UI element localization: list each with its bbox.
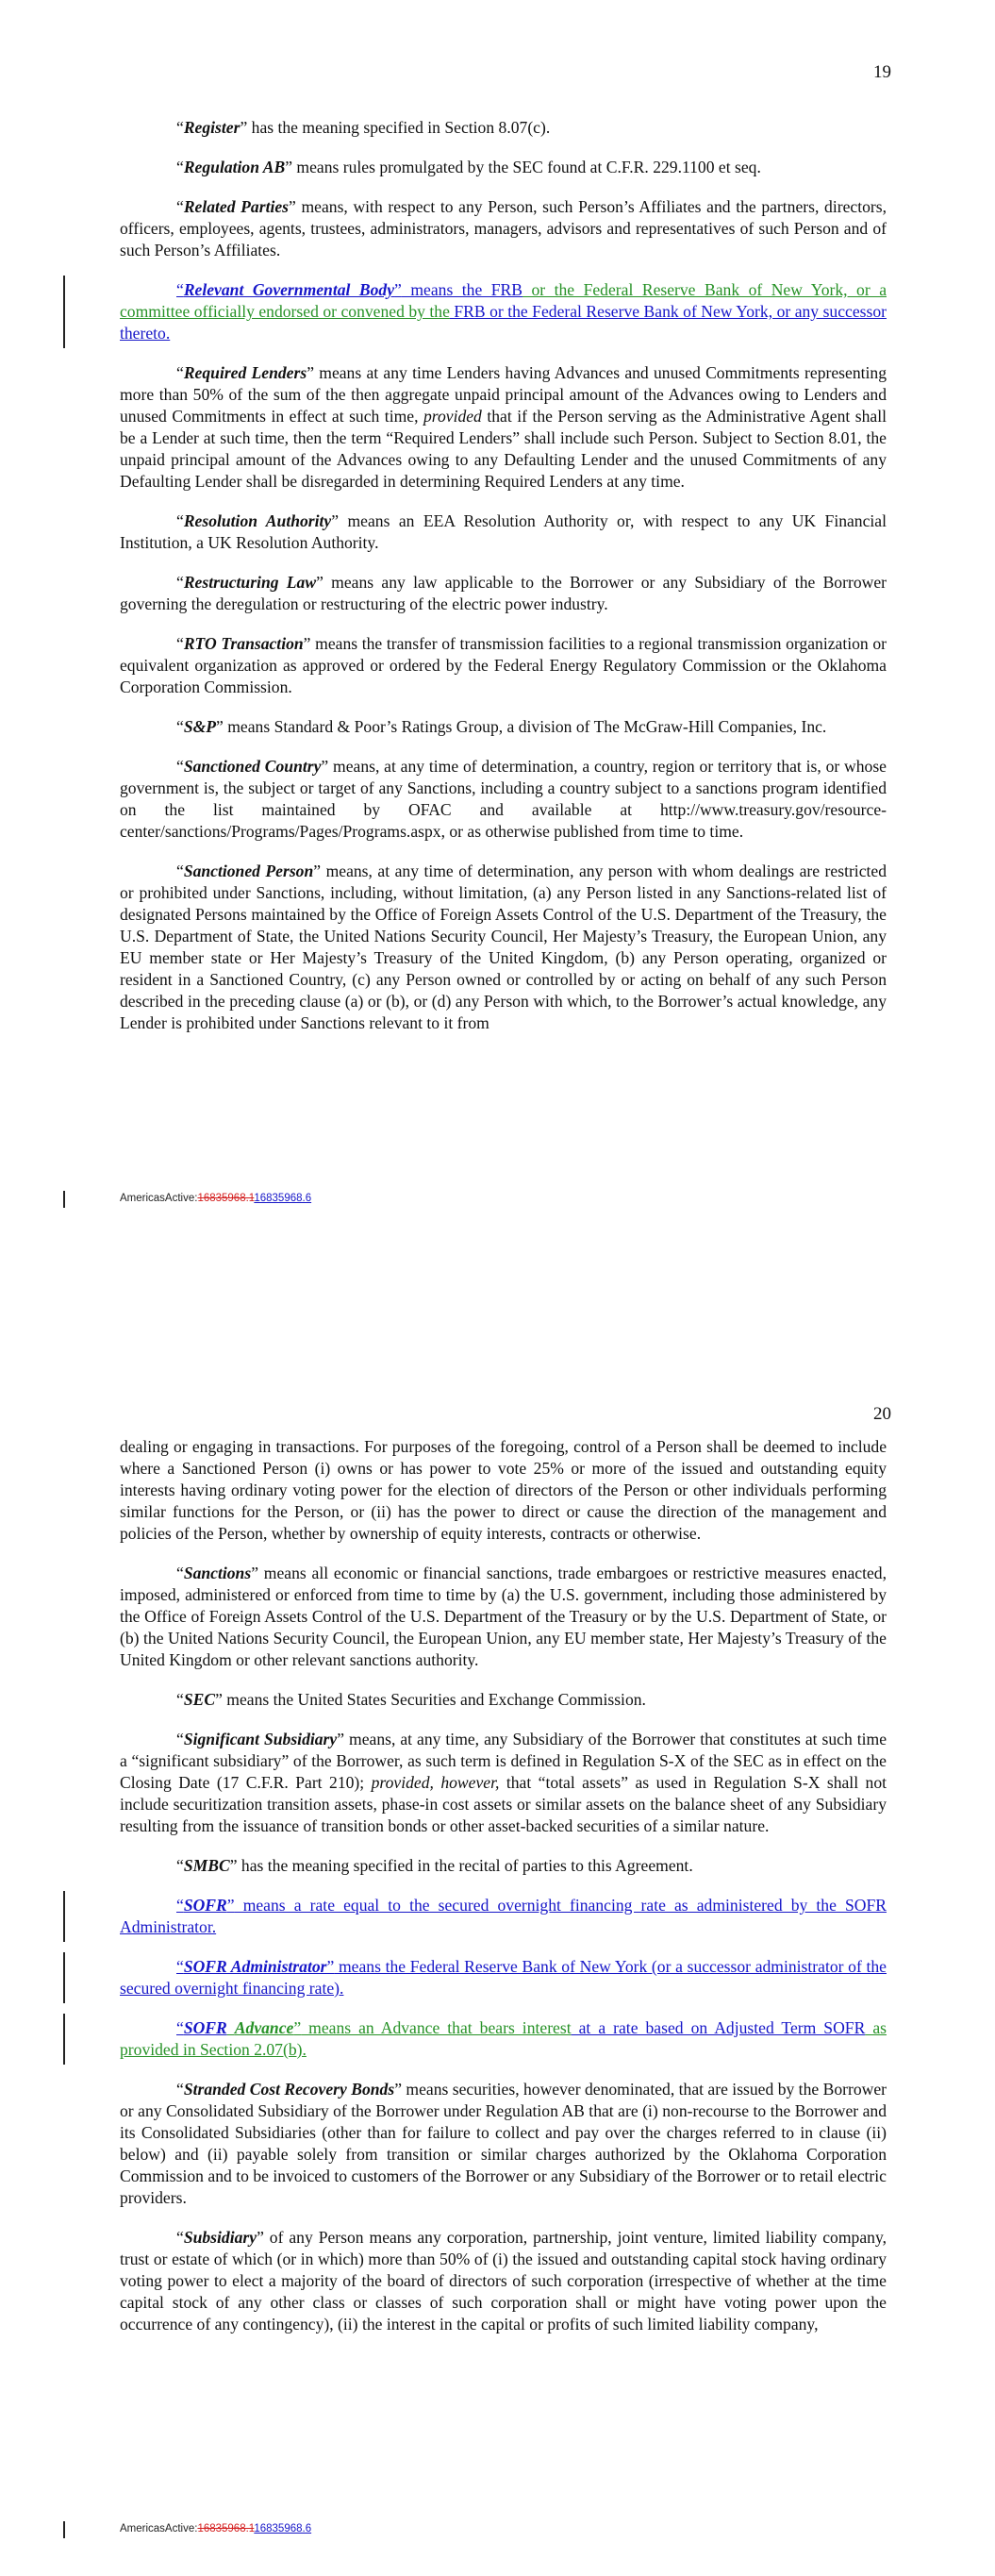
definition-sanctioned-country: “Sanctioned Country” means, at any time of determination, a country, region or territory that is, or whose government is, the subject or target of any Sanctions, including a country subject to a sanctions program identified on the list maintained by OFAC and available at http://www.treasury.gov/resource-center/sanctions/Programs/Pages/Programs.aspx, or as otherwise published from time to time. xyxy=(120,757,887,841)
definition-sanctions: “Sanctions” means all economic or financial sanctions, trade embargoes or restrictive measures enacted, imposed, administered or enforced from time to time by (a) the U.S. government, including those administered by the Office of Foreign Assets Control of the U.S. Department of the Treasury or by the U.S. Department of State, or (b) the United Nations Security Council, the European Union, any EU member state, Her Majesty’s Treasury of the United Kingdom or other relevant sanctions authority. xyxy=(120,1564,887,1669)
inserted-text: FRB or the Federal Reserve Bank of New York, or any successor thereto. xyxy=(120,302,887,343)
defined-term: Sanctioned Country xyxy=(183,757,322,776)
document-footer xyxy=(120,2523,311,2534)
definition-resolution-authority: “Resolution Authority” means an EEA Resolution Authority or, with respect to any UK Financial Institution, a UK Resolution Authority. xyxy=(120,511,887,552)
definition-regulation-ab: “Regulation AB” means rules promulgated by the SEC found at C.F.R. 229.1100 et seq. xyxy=(176,158,761,176)
definition-text: means the transfer of transmission facilities to a regional transmission organization or equivalent organization as approved or ordered by the Federal Energy Regulatory Commission or the Oklahoma Corporation Commission. xyxy=(120,634,887,696)
defined-term: SOFR Administrator xyxy=(183,1957,327,1976)
definition-sofr: “SOFR” means a rate equal to the secured overnight financing rate as administered by the SOFR Administrator. xyxy=(120,1895,887,1938)
footer-label: AmericasActive: xyxy=(120,1193,198,1204)
defined-term: Regulation AB xyxy=(183,158,286,176)
definition-stranded-cost-recovery-bonds: “Stranded Cost Recovery Bonds” means securities, however denominated, that are issued by the Borrower or any Consolidated Subsidiary of the Borrower under Regulation AB that are (i) non-recourse to the Borrower and its Consolidated Subsidiaries (other than for failure to collect and pay over the charges referred to in clause (ii) below) and (ii) payable solely from transition or similar charges authorized by the Oklahoma Corporation Commission and to be invoiced to customers of the Borrower or any Subsidiary of the Borrower or to retail electric providers. xyxy=(120,2080,887,2207)
defined-term: Relevant Governmental Body xyxy=(183,280,395,299)
definition-rto-transaction: “RTO Transaction” means the transfer of transmission facilities to a regional transmission organization or equivalent organization as approved or ordered by the Federal Energy Regulatory Commission or the Oklahoma Corporation Commission. xyxy=(120,634,887,696)
change-bar xyxy=(63,1891,65,1942)
definition-related-parties: “Related Parties” means, with respect to any Person, such Person’s Affiliates and the partners, directors, officers, employees, agents, trustees, administrators, managers, advisors and representatives of such Person and of such Person’s Affiliates. xyxy=(120,197,887,259)
page-body xyxy=(120,117,887,1052)
change-bar xyxy=(63,2521,65,2538)
defined-term: Sanctioned Person xyxy=(183,861,314,880)
page-20 xyxy=(0,1340,995,2576)
inserted-text: means a rate equal to the secured overnight financing rate as administered by the SOFR Administrator. xyxy=(120,1896,887,1936)
defined-term: Subsidiary xyxy=(183,2228,257,2247)
definition-text: has the meaning specified in the recital of parties to this Agreement. xyxy=(237,1856,693,1875)
definition-smbc: “SMBC” has the meaning specified in the recital of parties to this Agreement. xyxy=(176,1856,693,1875)
definition-restructuring-law: “Restructuring Law” means any law applicable to the Borrower or any Subsidiary of the Borrower governing the deregulation or restructuring of the electric power industry. xyxy=(120,573,887,613)
definition-relevant-governmental-body: “Relevant Governmental Body” means the FRB or the Federal Reserve Bank of New York, or a committee officially endorsed or convened by the FRB or the Federal Reserve Bank of New York, or any successor thereto. xyxy=(120,279,887,344)
definition-text: means, at any time of determination, a country, region or territory that is, or whose government is, the subject or target of any Sanctions, including a country subject to a sanctions program identified on the list maintained by OFAC and available at http://www.treasury.gov/resource-center/sanctions/Programs/Pages/Programs.aspx, or as otherwise published from time to time. xyxy=(120,757,887,841)
definition-sofr-administrator: “SOFR Administrator” means the Federal Reserve Bank of New York (or a successor administrator of the secured overnight financing rate). xyxy=(120,1956,887,1999)
defined-term: Related Parties xyxy=(183,197,290,216)
defined-term: SEC xyxy=(183,1690,216,1709)
definition-text: that if the Person serving as the Administrative Agent shall be a Lender at such time, then the term “Required Lenders” shall include such Person. Subject to Section 8.01, the unpaid principal amount of the Advances owing to any Defaulting Lender and the unused Commitments of any Defaulting Lender shall be disregarded in determining Required Lenders at any time. xyxy=(120,407,887,491)
change-bar xyxy=(63,1952,65,2003)
defined-term: Required Lenders xyxy=(183,363,307,382)
definition-text: means all economic or financial sanctions, trade embargoes or restrictive measures enacted, imposed, administered or enforced from time to time by (a) the U.S. government, including those administered by the Office of Foreign Assets Control of the U.S. Department of the Treasury or by the U.S. Department of State, or (b) the United Nations Security Council, the European Union, any EU member state, Her Majesty’s Treasury of the United Kingdom or other relevant sanctions authority. xyxy=(120,1564,887,1669)
definition-text: means at any time Lenders having Advances and unused Commitments representing more than 50% of the sum of the then aggregate unpaid principal amount of the Advances owing to Lenders and unused Commitments in effect at such time, xyxy=(120,363,887,426)
definition-significant-subsidiary: “Significant Subsidiary” means, at any time, any Subsidiary of the Borrower that constitutes at such time a “significant subsidiary” of the Borrower, as such term is defined in Regulation S-X of the SEC as in effect on the Closing Date (17 C.F.R. Part 210); provided, however, that “total assets” as used in Regulation S-X shall not include securitization transition assets, phase-in cost assets or similar assets on the balance sheet of any Subsidiary resulting from the issuance of transition bonds or other asset-backed securities of a similar nature. xyxy=(120,1730,887,1835)
moved-text: or the Federal Reserve Bank of New York, or a committee officially endorsed or convened by the xyxy=(120,280,887,321)
definition-text: has the meaning specified in Section 8.07(c). xyxy=(247,118,551,137)
definition-text: means securities, however denominated, that are issued by the Borrower or any Consolidated Subsidiary of the Borrower under Regulation AB that are (i) non-recourse to the Borrower and its Consolidated Subsidiaries (other than for failure to collect and pay over the charges referred to in clause (ii) below) and (ii) payable solely from transition or similar charges authorized by the Oklahoma Corporation Commission and to be invoiced to customers of the Borrower or any Subsidiary of the Borrower or to retail electric providers. xyxy=(120,2080,887,2207)
defined-term: SMBC xyxy=(183,1856,230,1875)
inserted-doc-id: 16835968.6 xyxy=(254,1193,312,1204)
defined-term: Sanctions xyxy=(183,1564,252,1582)
definition-subsidiary: “Subsidiary” of any Person means any corporation, partnership, joint venture, limited liability company, trust or estate of which (or in which) more than 50% of (i) the issued and outstanding capital stock having ordinary voting power to elect a majority of the board of directors of such corporation (irrespective of whether at the time capital stock of any other class or classes of such corporation shall or might have voting power upon the occurrence of any contingency), (ii) the interest in the capital or profits of such limited liability company, xyxy=(120,2228,887,2333)
moved-text: means an Advance that bears interest xyxy=(301,2018,572,2037)
definition-sanctioned-person: “Sanctioned Person” means, at any time of determination, any person with whom dealings are restricted or prohibited under Sanctions, including, without limitation, (a) any Person listed in any Sanctions-related list of designated Persons maintained by the Office of Foreign Assets Control of the U.S. Department of the Treasury, the U.S. Department of State, the United Nations Security Council, Her Majesty’s Treasury, the European Union, any EU member state or Her Majesty’s Treasury of the United Kingdom, (b) any Person operating, organized or resident in a Sanctioned Country, (c) any Person owned or controlled by or acting on behalf of any such Person described in the preceding clause (a) or (b), or (d) any Person with which, to the Borrower’s actual knowledge, any Lender is prohibited under Sanctions relevant to it from xyxy=(120,861,887,1032)
change-bar xyxy=(63,1191,65,1208)
definition-text: means, at any time, any Subsidiary of the Borrower that constitutes at such time a “significant subsidiary” of the Borrower, as such term is defined in Regulation S-X of the SEC as in effect on the Closing Date (17 C.F.R. Part 210); xyxy=(120,1730,887,1792)
definition-text: means, at any time of determination, any person with whom dealings are restricted or prohibited under Sanctions, including, without limitation, (a) any Person listed in any Sanctions-related list of designated Persons maintained by the Office of Foreign Assets Control of the U.S. Department of the Treasury, the U.S. Department of State, the United Nations Security Council, Her Majesty’s Treasury, the European Union, any EU member state or Her Majesty’s Treasury of the United Kingdom, (b) any Person operating, organized or resident in a Sanctioned Country, (c) any Person owned or controlled by or acting on behalf of any such Person described in the preceding clause (a) or (b), or (d) any Person with which, to the Borrower’s actual knowledge, any Lender is prohibited under Sanctions relevant to it from xyxy=(120,861,887,1032)
inserted-text: at a rate based on Adjusted Term SOFR xyxy=(571,2018,866,2037)
defined-term: Advance xyxy=(234,2018,294,2037)
proviso-word: provided xyxy=(423,407,482,426)
deleted-doc-id: 16835968.1 xyxy=(197,2523,255,2534)
change-bar xyxy=(63,2014,65,2065)
defined-term: SOFR xyxy=(183,1896,227,1915)
page-body xyxy=(120,1436,887,2353)
definition-text: of any Person means any corporation, partnership, joint venture, limited liability company, trust or estate of which (or in which) more than 50% of (i) the issued and outstanding capital stock having ordinary voting power to elect a majority of the board of directors of such corporation (irrespective of whether at the time capital stock of any other class or classes of such corporation shall or might have voting power upon the occurrence of any contingency), (ii) the interest in the capital or profits of such limited liability company, xyxy=(120,2228,887,2333)
proviso-word: provided, however, xyxy=(371,1773,500,1792)
inserted-text: means the FRB xyxy=(401,280,522,299)
definition-required-lenders: “Required Lenders” means at any time Lenders having Advances and unused Commitments representing more than 50% of the sum of the then aggregate unpaid principal amount of the Advances owing to Lenders and unused Commitments in effect at such time, provided that if the Person serving as the Administrative Agent shall be a Lender at such time, then the term “Required Lenders” shall include such Person. Subject to Section 8.01, the unpaid principal amount of the Advances owing to any Defaulting Lender and the unused Commitments of any Defaulting Lender shall be disregarded in determining Required Lenders at any time. xyxy=(120,363,887,491)
defined-term: Resolution Authority xyxy=(183,511,332,530)
definition-text: means the United States Securities and Exchange Commission. xyxy=(222,1690,646,1709)
defined-term: S&P xyxy=(183,717,217,736)
definition-sec: “SEC” means the United States Securities and Exchange Commission. xyxy=(176,1690,646,1709)
defined-term: RTO Transaction xyxy=(183,634,304,653)
change-bar xyxy=(63,276,65,348)
definition-text: that “total assets” as used in Regulation S-X shall not include securitization transition assets, phase-in cost assets or similar assets on the balance sheet of any Subsidiary resulting from the issuance of transition bonds or other asset-backed securities of a similar nature. xyxy=(120,1773,887,1835)
document-footer xyxy=(120,1193,311,1204)
footer-label: AmericasActive: xyxy=(120,2523,198,2534)
definition-register: “Register” has the meaning specified in Section 8.07(c). xyxy=(176,118,551,137)
defined-term: Significant Subsidiary xyxy=(183,1730,338,1748)
definition-text: means any law applicable to the Borrower or any Subsidiary of the Borrower governing the deregulation or restructuring of the electric power industry. xyxy=(120,573,887,613)
definition-text: means an EEA Resolution Authority or, with respect to any UK Financial Institution, a UK Resolution Authority. xyxy=(120,511,887,552)
definition-text: means Standard & Poor’s Ratings Group, a division of The McGraw-Hill Companies, Inc. xyxy=(223,717,827,736)
defined-term: Restructuring Law xyxy=(183,573,317,592)
defined-term: Stranded Cost Recovery Bonds xyxy=(183,2080,395,2099)
continuation-text: dealing or engaging in transactions. For purposes of the foregoing, control of a Person shall be deemed to include where a Sanctioned Person (i) owns or has power to vote 25% or more of the issued and outstanding equity interests having ordinary voting power for the election of directors of the Person or other individuals performing similar functions for the Person, or (ii) has the power to direct or cause the direction of the management and policies of the Person, whether by ownership of equity interests, contracts or otherwise. xyxy=(120,1437,887,1543)
definition-sofr-advance: “SOFR Advance” means an Advance that bears interest at a rate based on Adjusted Term SOFR as provided in Section 2.07(b). xyxy=(120,2017,887,2061)
definition-text: means, with respect to any Person, such Person’s Affiliates and the partners, directors, officers, employees, agents, trustees, administrators, managers, advisors and representatives of such Person and of such Person’s Affiliates. xyxy=(120,197,887,259)
page-number: 19 xyxy=(873,62,891,82)
deleted-doc-id: 16835968.1 xyxy=(197,1193,255,1204)
inserted-text: means the Federal Reserve Bank of New York (or a successor administrator of the secured overnight financing rate). xyxy=(120,1957,887,1998)
inserted-doc-id: 16835968.6 xyxy=(254,2523,312,2534)
page-number: 20 xyxy=(873,1404,891,1424)
defined-term: Register xyxy=(183,118,240,137)
definition-text: means rules promulgated by the SEC found at C.F.R. 229.1100 et seq. xyxy=(292,158,761,176)
moved-text: as provided in Section 2.07(b). xyxy=(120,2018,887,2059)
defined-term: SOFR xyxy=(183,2018,227,2037)
definition-sp: “S&P” means Standard & Poor’s Ratings Group, a division of The McGraw-Hill Companies, Inc. xyxy=(176,717,827,736)
